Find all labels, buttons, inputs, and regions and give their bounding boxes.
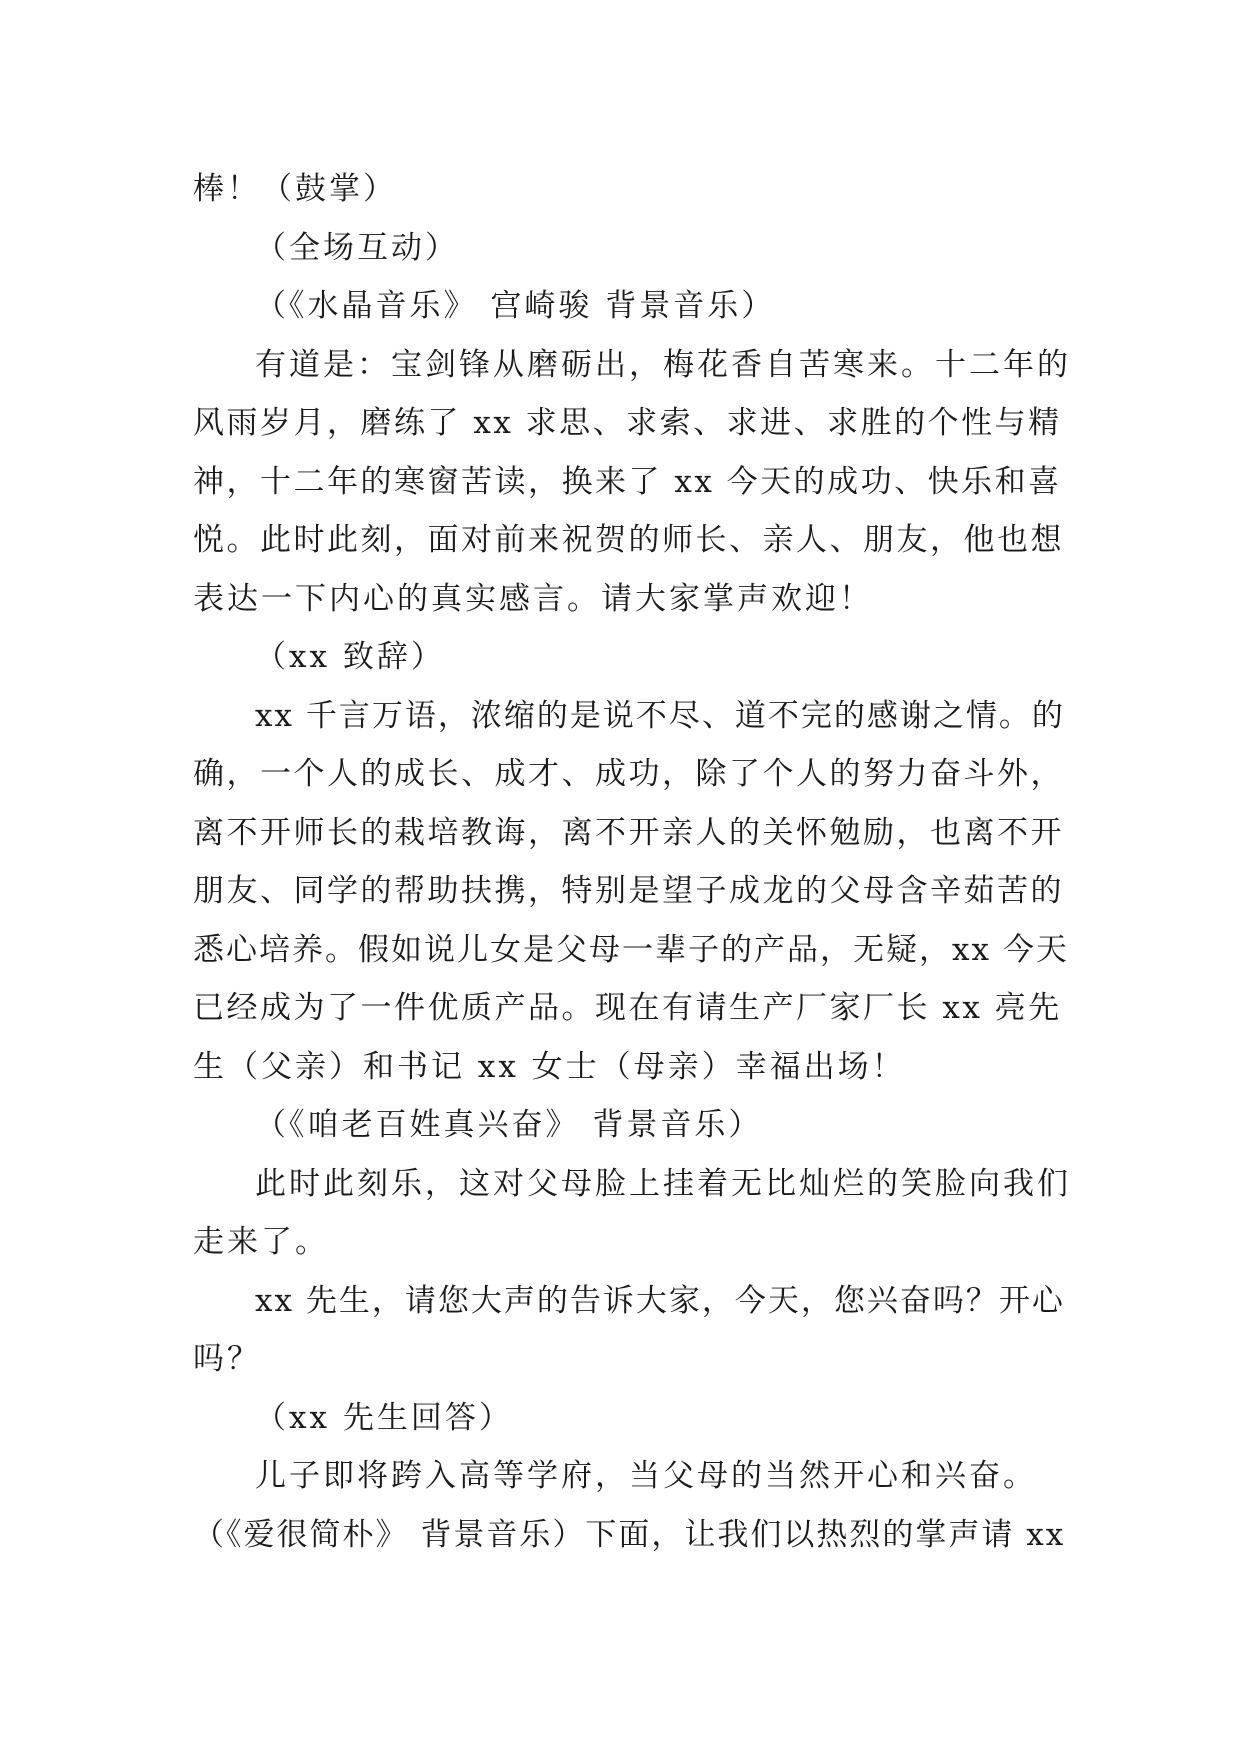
text-line: xx 千言万语，浓缩的是说不尽、道不完的感谢之情。的 <box>255 697 1065 734</box>
text-line: （《水晶音乐》 宫崎骏 背景音乐） <box>255 288 776 324</box>
document-body <box>193 160 1073 1564</box>
text-line: 确，一个人的成长、成才、成功，除了个人的努力奋斗外， <box>193 756 1064 792</box>
text-line: 此时此刻乐，这对父母脸上挂着无比灿烂的笑脸向我们 <box>255 1165 1071 1202</box>
text-line: （xx 先生回答） <box>255 1399 513 1436</box>
text-line: xx 先生，请您大声的告诉大家，今天，您兴奋吗？开心 <box>255 1282 1065 1319</box>
text-line: 朋友、同学的帮助扶携，特别是望子成龙的父母含辛茹苦的 <box>193 873 1064 909</box>
text-line: 悦。此时此刻，面对前来祝贺的师长、亲人、朋友，他也想 <box>193 522 1064 558</box>
text-line: 有道是：宝剑锋从磨砺出，梅花香自苦寒来。十二年的 <box>255 346 1071 383</box>
text-line: 生（父亲）和书记 xx 女士（母亲）幸福出场！ <box>193 1048 906 1085</box>
text-line: （xx 致辞） <box>255 639 445 675</box>
text-line: 表达一下内心的真实感言。请大家掌声欢迎！ <box>193 580 873 617</box>
text-line: 悉心培养。假如说儿女是父母一辈子的产品，无疑，xx 今天 <box>193 931 1069 968</box>
text-line: （《咱老百姓真兴奋》 背景音乐） <box>255 1107 763 1143</box>
text-line: 吗？ <box>193 1341 261 1377</box>
text-line: （《爱很简朴》 背景音乐）下面，让我们以热烈的掌声请 xx <box>193 1516 1066 1553</box>
text-line: 已经成为了一件优质产品。现在有请生产厂家厂长 xx 亮先 <box>193 990 1062 1026</box>
text-line: 风雨岁月，磨练了 xx 求思、求索、求进、求胜的个性与精 <box>193 405 1062 441</box>
text-line: 走来了。 <box>193 1224 329 1260</box>
text-line: 神，十二年的寒窗苦读，换来了 xx 今天的成功、快乐和喜 <box>193 463 1062 500</box>
text-line: 离不开师长的栽培教诲，离不开亲人的关怀勉励，也离不开 <box>193 814 1064 851</box>
text-line: （全场互动） <box>255 229 459 266</box>
text-line: 儿子即将跨入高等学府，当父母的当然开心和兴奋。 <box>255 1458 1037 1494</box>
text-line: 棒！（鼓掌） <box>193 171 397 207</box>
